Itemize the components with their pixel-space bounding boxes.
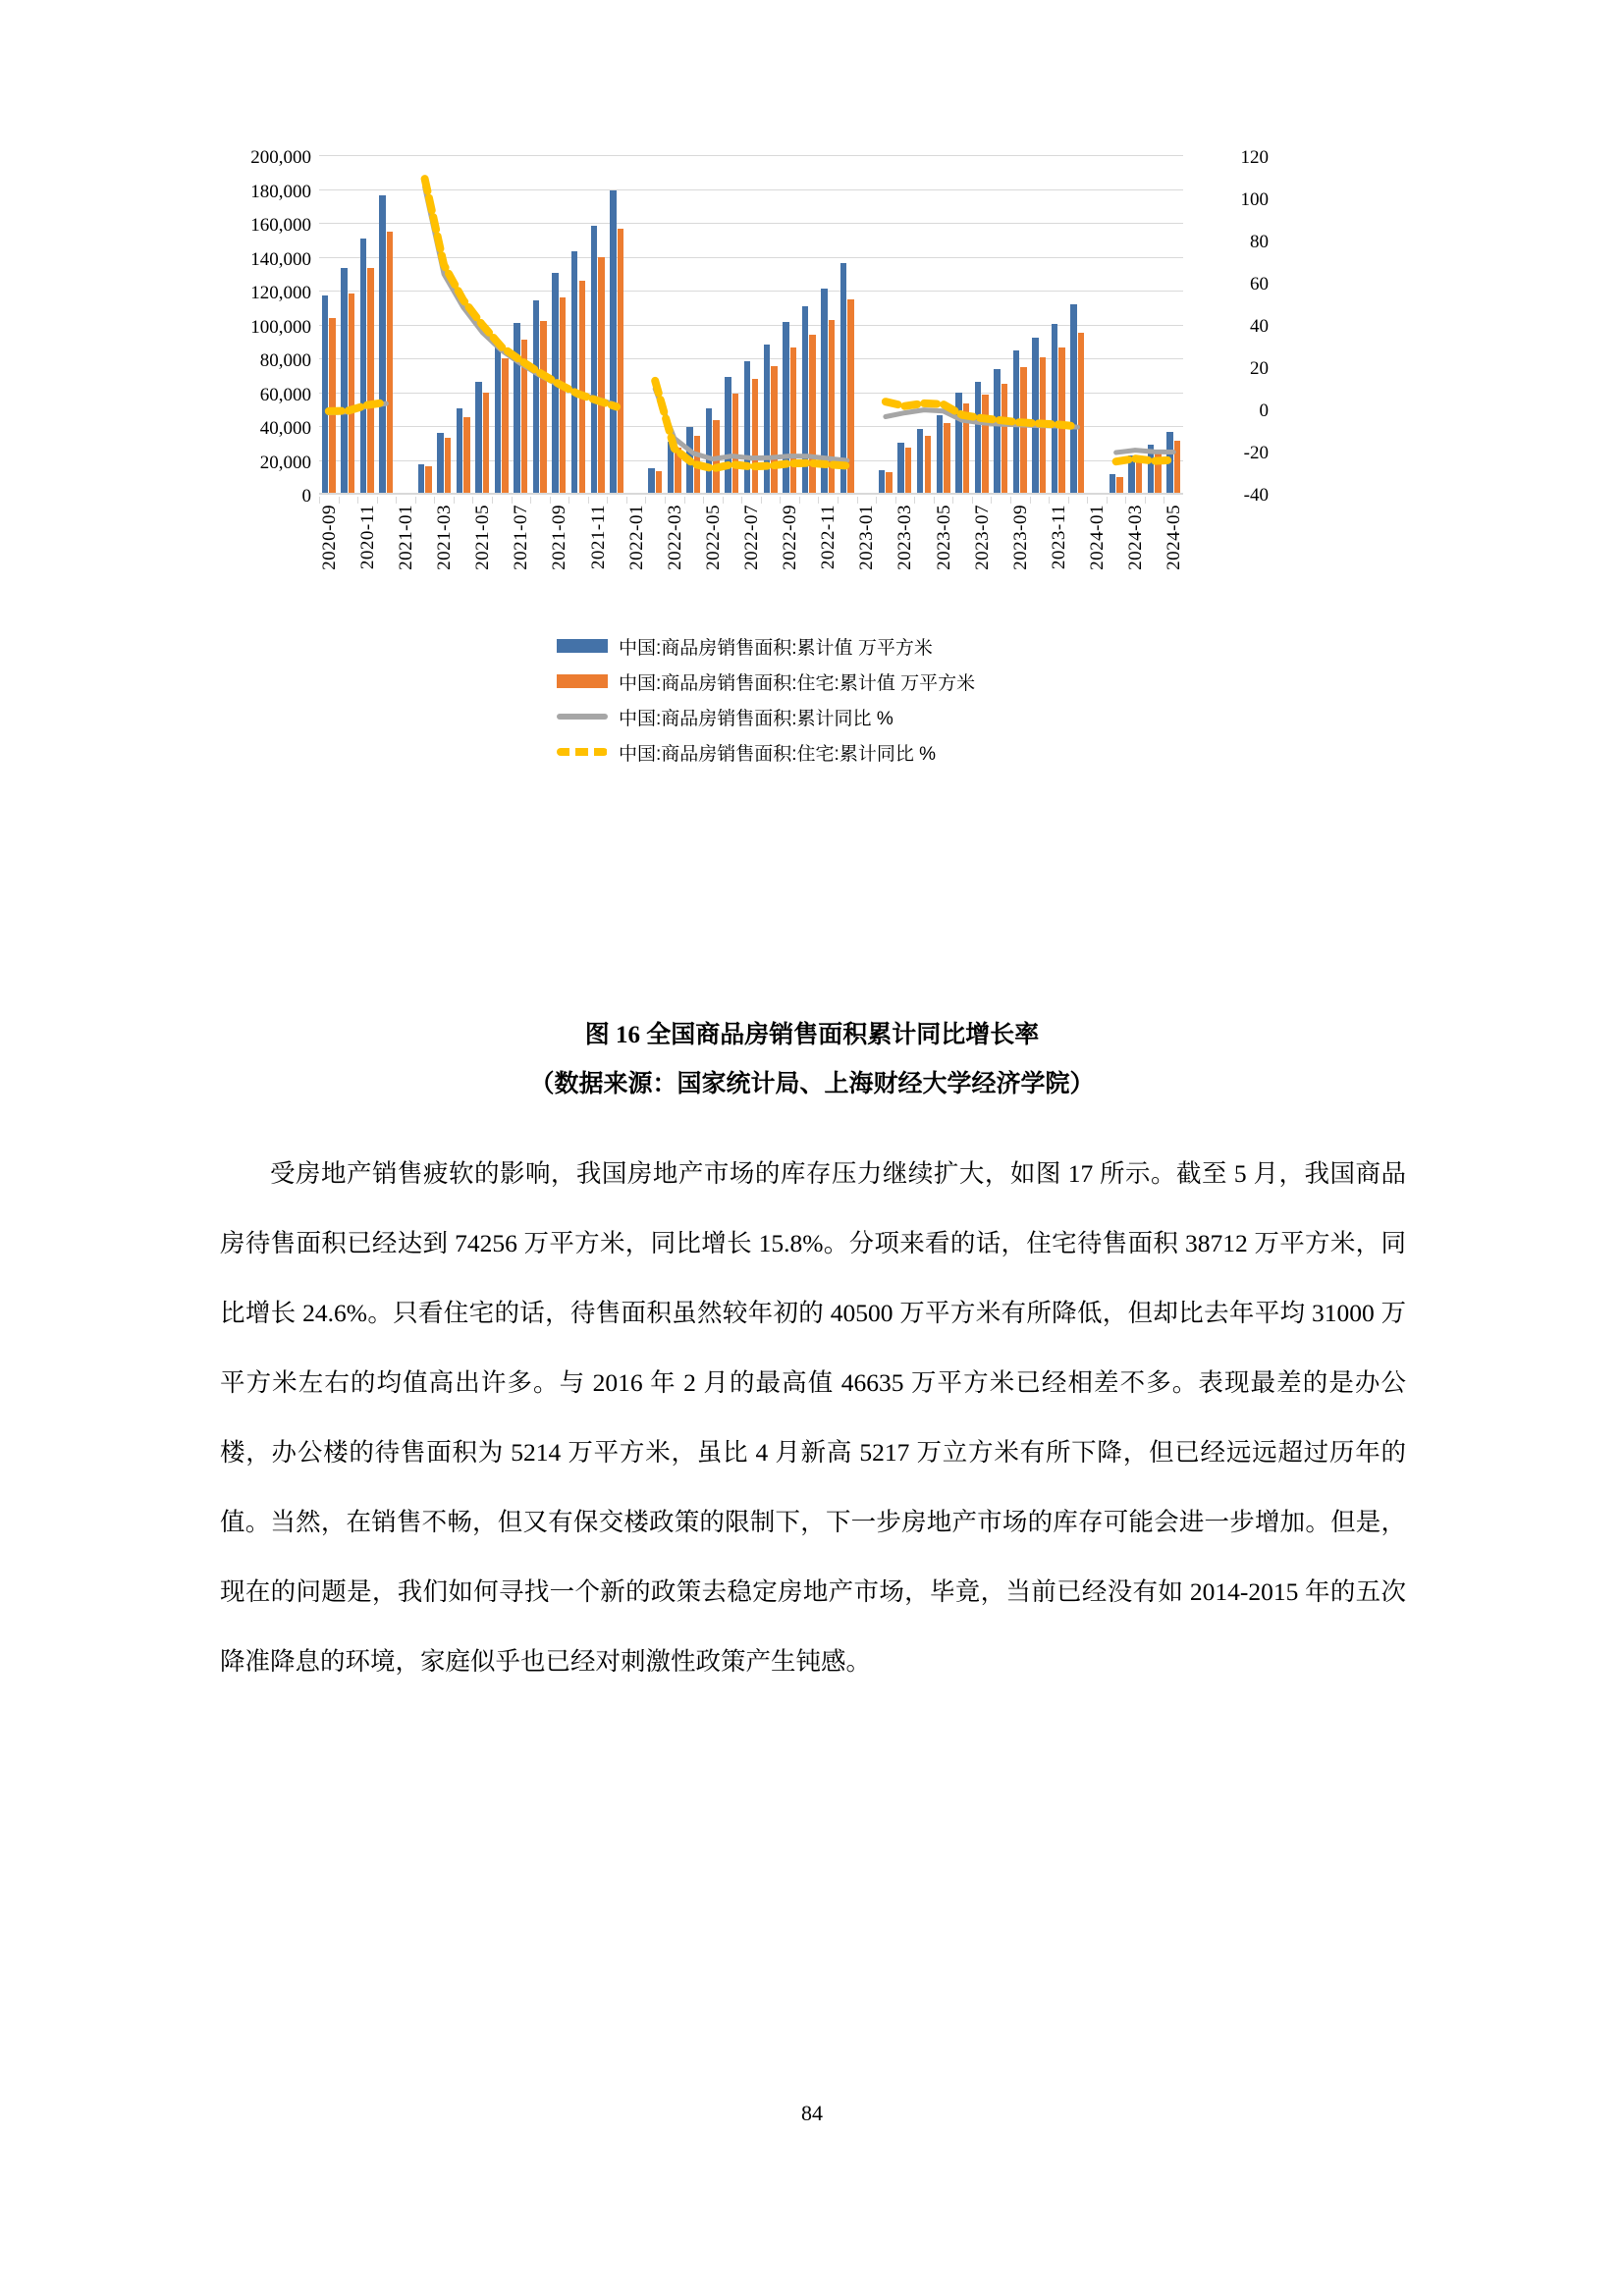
x-axis-tick-label: 2021-05 — [472, 505, 494, 570]
x-tick-mark — [530, 497, 531, 504]
legend-swatch-yellow-dashed-line-icon — [557, 748, 608, 756]
y-left-tick: 160,000 — [250, 215, 311, 236]
page-number: 84 — [801, 2101, 823, 2125]
x-tick-mark — [568, 497, 569, 504]
x-tick-mark — [895, 497, 896, 504]
x-axis-tick-label: 2021-11 — [587, 505, 609, 570]
chart-line — [329, 402, 387, 411]
x-axis-tick-label: 2023-01 — [856, 505, 878, 570]
y-right-tick: 120 — [1240, 147, 1269, 168]
x-tick-mark — [607, 497, 608, 504]
x-axis-tick-label: 2023-07 — [971, 505, 993, 570]
y-left-tick: 100,000 — [250, 316, 311, 338]
x-axis-tick-label: 2024-01 — [1087, 505, 1108, 570]
legend-swatch-gray-line-icon — [557, 714, 608, 720]
legend-label: 中国:商品房销售面积:累计值 万平方米 — [619, 637, 933, 659]
figure-caption-source: （数据来源：国家统计局、上海财经大学经济学院） — [529, 1071, 1095, 1097]
chart-line — [1116, 451, 1174, 453]
x-axis-tick-label: 2023-03 — [894, 505, 916, 570]
chart-plot-area — [319, 155, 1183, 494]
body-text — [220, 1139, 1406, 1696]
x-tick-mark — [339, 497, 340, 504]
x-axis-tick-label: 2020-09 — [318, 505, 340, 570]
y-right-tick: -20 — [1243, 443, 1269, 463]
x-tick-mark — [1049, 497, 1050, 504]
x-tick-mark — [396, 497, 397, 504]
x-tick-mark — [914, 497, 915, 504]
legend-swatch-blue-bar-icon — [557, 639, 608, 653]
chart-line — [655, 389, 847, 460]
chart-container — [164, 137, 1460, 844]
y-right-tick: 100 — [1240, 189, 1269, 210]
legend-label: 中国:商品房销售面积:累计同比 % — [619, 708, 893, 729]
y-right-tick: 20 — [1250, 358, 1269, 379]
x-tick-mark — [799, 497, 800, 504]
x-axis-tick-label: 2022-11 — [818, 505, 839, 570]
y-left-tick: 180,000 — [250, 181, 311, 202]
figure-16 — [0, 137, 1624, 844]
x-tick-mark — [492, 497, 493, 504]
chart-legend — [164, 633, 1460, 774]
x-tick-mark — [357, 497, 358, 504]
x-tick-mark — [780, 497, 781, 504]
x-tick-mark — [472, 497, 473, 504]
y-left-tick: 140,000 — [250, 248, 311, 270]
x-tick-mark — [991, 497, 992, 504]
legend-item — [164, 739, 1460, 765]
x-tick-mark — [1107, 497, 1108, 504]
x-axis-labels — [319, 497, 1183, 624]
x-tick-mark — [741, 497, 742, 504]
x-axis-tick-label: 2023-09 — [1009, 505, 1031, 570]
x-tick-mark — [454, 497, 455, 504]
x-axis-tick-label: 2023-11 — [1048, 505, 1069, 570]
x-axis-tick-label: 2024-05 — [1164, 505, 1185, 570]
chart-line — [425, 187, 617, 405]
x-axis-tick-label: 2024-03 — [1125, 505, 1147, 570]
x-tick-mark — [645, 497, 646, 504]
x-tick-mark — [857, 497, 858, 504]
x-axis-tick-label: 2022-09 — [780, 505, 801, 570]
x-tick-mark — [684, 497, 685, 504]
y-right-tick: 0 — [1259, 400, 1269, 421]
x-tick-mark — [1030, 497, 1031, 504]
x-axis-tick-label: 2023-05 — [933, 505, 954, 570]
x-tick-mark — [319, 497, 320, 504]
y-left-tick: 20,000 — [259, 452, 311, 473]
x-tick-mark — [972, 497, 973, 504]
y-right-tick: 40 — [1250, 316, 1269, 337]
lines-layer — [319, 155, 1183, 494]
x-tick-mark — [434, 497, 435, 504]
x-axis-tick-label: 2022-05 — [702, 505, 724, 570]
x-tick-mark — [818, 497, 819, 504]
legend-swatch-orange-bar-icon — [557, 674, 608, 688]
x-axis-line — [319, 493, 1183, 495]
x-tick-mark — [723, 497, 724, 504]
x-axis-tick-label: 2022-07 — [741, 505, 762, 570]
x-tick-mark — [838, 497, 839, 504]
legend-item — [164, 633, 1460, 659]
body-paragraph: 受房地产销售疲软的影响，我国房地产市场的库存压力继续扩大，如图 17 所示。截至 5 月，我国商品房待售面积已经达到 74256 万平方米，同比增长 15.8%。分项来看的话，住宅待售面积 38712 万平方米，同比增长 24.6%。只看住宅的话，待售面积虽然较年初的 40500 万平方米有所降低，但却比去年平均 31000 万平方米左右的均值高出许多。与 2016 年 2 月的最高值 46635 万平方米已经相差不多。表现最差的是办公楼，办公楼的待售面积为 5214 万平方米，虽比 4 月新高 5217 万立方米有所下降，但已经远远超过历年的值。当然，在销售不畅，但又有保交楼政策的限制下，下一步房地产市场的库存可能会进一步增加。但是，现在的问题是，我们如何寻找一个新的政策去稳定房地产市场，毕竟，当前已经没有如 2014-2015 年的五次降准降息的环境，家庭似乎也已经对刺激性政策产生钝感。 — [220, 1159, 1406, 1676]
x-tick-mark — [626, 497, 627, 504]
x-axis-tick-label: 2021-01 — [396, 505, 416, 570]
y-right-tick: -40 — [1243, 485, 1269, 506]
x-tick-mark — [1068, 497, 1069, 504]
x-axis-tick-label: 2021-07 — [511, 505, 532, 570]
x-tick-mark — [377, 497, 378, 504]
y-left-tick: 200,000 — [250, 147, 311, 168]
x-tick-mark — [1010, 497, 1011, 504]
x-tick-mark — [934, 497, 935, 504]
y-left-tick: 40,000 — [259, 418, 311, 439]
x-tick-mark — [588, 497, 589, 504]
x-axis-tick-label: 2022-03 — [664, 505, 685, 570]
x-tick-mark — [512, 497, 513, 504]
figure-caption-title: 图 16 全国商品房销售面积累计同比增长率 — [584, 1022, 1040, 1048]
x-tick-mark — [550, 497, 551, 504]
legend-label: 中国:商品房销售面积:住宅:累计值 万平方米 — [619, 672, 976, 694]
legend-item — [164, 668, 1460, 694]
y-left-tick: 60,000 — [259, 384, 311, 405]
y-left-tick: 80,000 — [259, 350, 311, 371]
x-axis-tick-label: 2021-03 — [434, 505, 456, 570]
x-tick-mark — [761, 497, 762, 504]
chart-line — [1116, 458, 1174, 461]
x-axis-tick-label: 2021-09 — [549, 505, 570, 570]
y-left-tick: 120,000 — [250, 283, 311, 303]
y-left-tick: 0 — [301, 486, 311, 507]
x-tick-mark — [1125, 497, 1126, 504]
x-axis-tick-label: 2022-01 — [625, 505, 647, 570]
x-tick-mark — [665, 497, 666, 504]
y-right-tick: 80 — [1250, 232, 1269, 252]
x-tick-mark — [952, 497, 953, 504]
y-right-tick: 60 — [1250, 274, 1269, 294]
legend-label: 中国:商品房销售面积:住宅:累计同比 % — [619, 743, 937, 765]
x-tick-mark — [415, 497, 416, 504]
x-tick-mark — [1145, 497, 1146, 504]
x-tick-mark — [876, 497, 877, 504]
x-tick-mark — [703, 497, 704, 504]
x-tick-mark — [1087, 497, 1088, 504]
legend-item — [164, 704, 1460, 729]
x-axis-tick-label: 2020-11 — [356, 505, 378, 570]
